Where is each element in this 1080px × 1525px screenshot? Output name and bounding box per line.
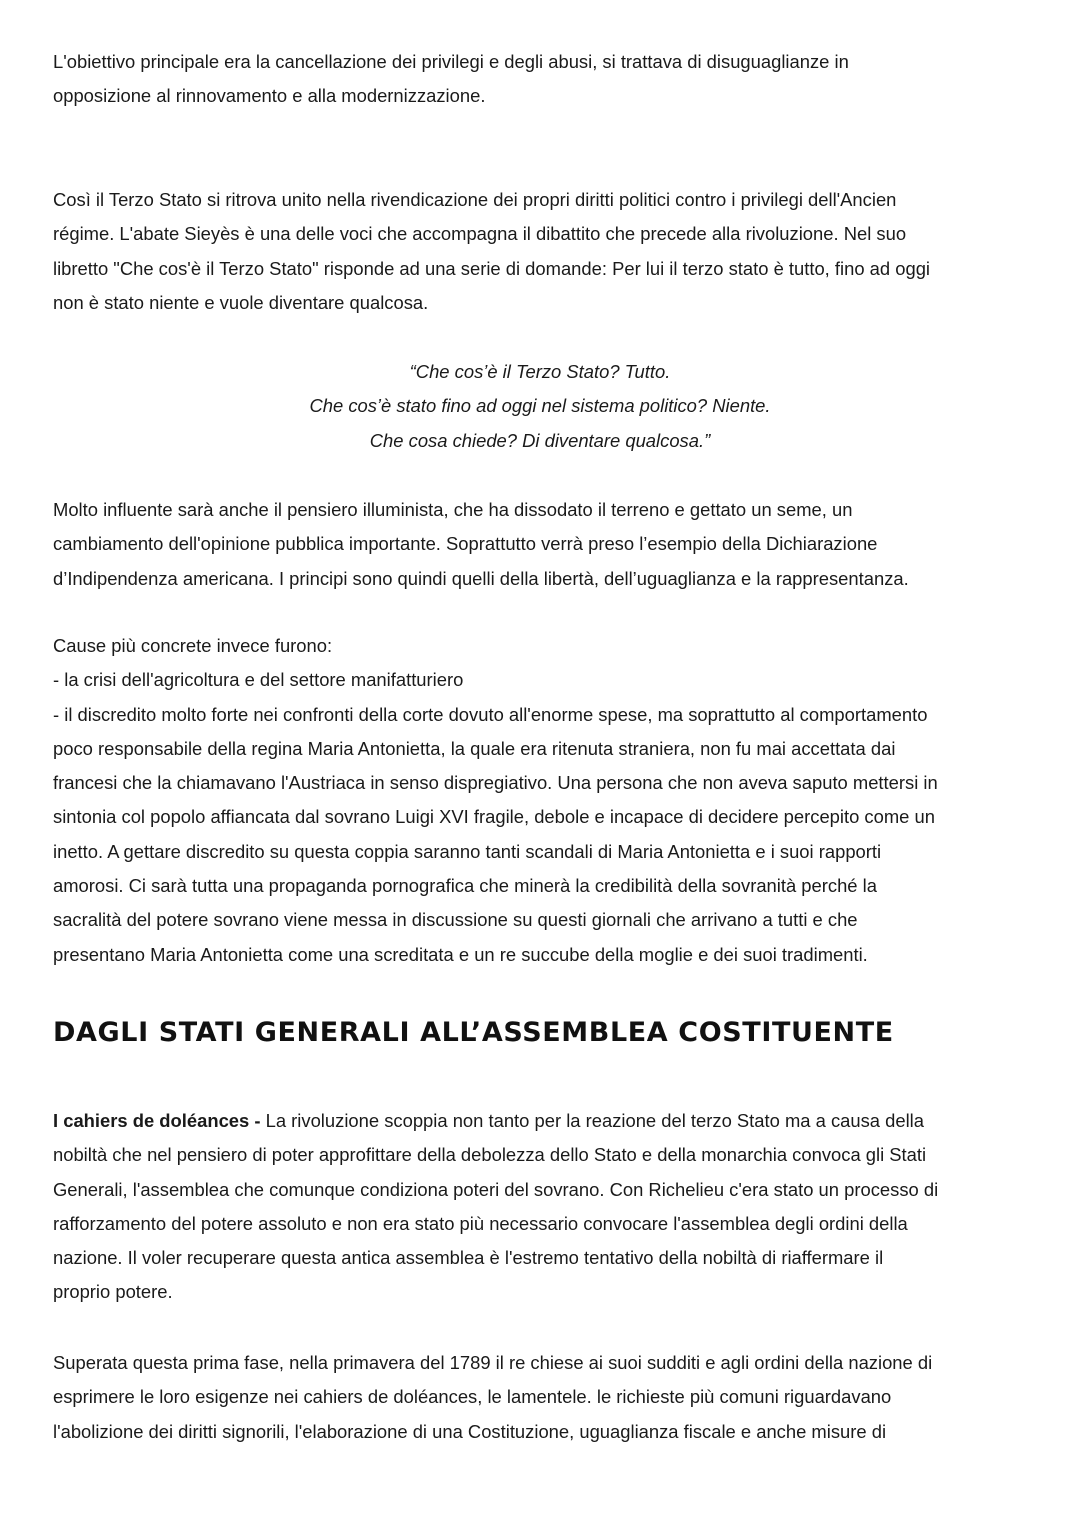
paragraph-cahiers [53,1104,1028,1310]
text-line [53,1104,1028,1138]
text-line: Molto influente sarà anche il pensiero illuminista, che ha dissodato il terreno e gettato un seme, un [53,499,853,520]
paragraph-objective [53,45,1028,114]
text-line: esprimere le loro esigenze nei cahiers de doléances, le lamentele. le richieste più comuni riguardavano [53,1386,892,1408]
text-line: cambiamento dell'opinione pubblica importante. Soprattutto verrà preso l’esempio della Dichiarazione [53,533,878,555]
quote-line: Che cosa chiede? Di diventare qualcosa.” [369,429,711,451]
text-line: sintonia col popolo affiancata dal sovrano Luigi XVI fragile, debole e incapace di decidere percepito come un [53,806,935,828]
text-line: amorosi. Ci sarà tutta una propaganda pornografica che minerà la credibilità della sovranità perché la [53,875,877,897]
text-line: proprio potere. [53,1281,173,1303]
text-line: non è stato niente e vuole diventare qualcosa. [53,291,429,313]
text-line: opposizione al rinnovamento e alla modernizzazione. [53,85,486,107]
paragraph-terzo-stato [53,183,1028,320]
text-line: Superata questa prima fase, nella primavera del 1789 il re chiese ai suoi sudditi e agli ordini della nazione di [53,1352,933,1373]
sieyes-quote [0,355,1080,458]
text-line: nobiltà che nel pensiero di poter approfittare della debolezza dello Stato e della monarchia convoca gli Stati [53,1144,927,1166]
paragraph-lead: I cahiers de doléances - [53,1110,261,1131]
text-line: Generali, l'assemblea che comunque condiziona poteri del sovrano. Con Richelieu c'era stato un processo di [53,1178,939,1200]
text-line: régime. L'abate Sieyès è una delle voci che accompagna il dibattito che precede alla rivoluzione. Nel suo [53,223,907,245]
text-line: rafforzamento del potere assoluto e non era stato più necessario convocare l'assemblea degli ordini della [53,1212,908,1234]
text-line: inetto. A gettare discredito su questa coppia saranno tanti scandali di Maria Antonietta e i suoi rapporti [53,840,882,862]
text-run: La rivoluzione scoppia non tanto per la reazione del terzo Stato ma a causa della [260,1110,924,1131]
text-line: francesi che la chiamavano l'Austriaca in senso dispregiativo. Una persona che non aveva saputo mettersi in [53,772,938,794]
text-line: Cause più concrete invece furono: [53,635,333,656]
text-line: libretto "Che cos'è il Terzo Stato" risponde ad una serie di domande: Per lui il terzo stato è tutto, fino ad oggi [53,257,931,279]
text-line: l'abolizione dei diritti signorili, l'elaborazione di una Costituzione, uguaglianza fiscale e anche misure di [53,1420,887,1442]
quote-line: Che cos’è stato fino ad oggi nel sistema politico? Niente. [309,395,771,417]
text-line: presentano Maria Antonietta come una screditata e un re succube della moglie e dei suoi tradimenti. [53,943,868,965]
list-item: - la crisi dell'agricoltura e del settore manifatturiero [53,669,464,691]
text-line: poco responsabile della regina Maria Antonietta, la quale era ritenuta straniera, non fu mai accettata dai [53,737,896,759]
paragraph-cause [53,629,1028,972]
quote-line: “Che cos’è il Terzo Stato? Tutto. [409,361,671,382]
paragraph-illuminismo [53,493,1028,596]
text-line: L'obiettivo principale era la cancellazione dei privilegi e degli abusi, si trattava di disuguaglianze in [53,51,849,72]
text-line: d’Indipendenza americana. I principi sono quindi quelli della libertà, dell’uguaglianza e la rappresentanza. [53,567,909,589]
text-line: sacralità del potere sovrano viene messa in discussione su questi giornali che arrivano a tutti e che [53,909,858,931]
text-line: nazione. Il voler recuperare questa antica assemblea è l'estremo tentativo della nobiltà di riaffermare il [53,1247,884,1269]
text-line: Così il Terzo Stato si ritrova unito nella rivendicazione dei propri diritti politici contro i privilegi dell'Ancien [53,189,897,210]
section-heading: DAGLI STATI GENERALI ALL’ASSEMBLEA COSTITUENTE [53,1017,894,1048]
paragraph-primavera-1789 [53,1346,1028,1449]
list-item: - il discredito molto forte nei confronti della corte dovuto all'enorme spese, ma soprattutto al comportamento [53,703,928,725]
